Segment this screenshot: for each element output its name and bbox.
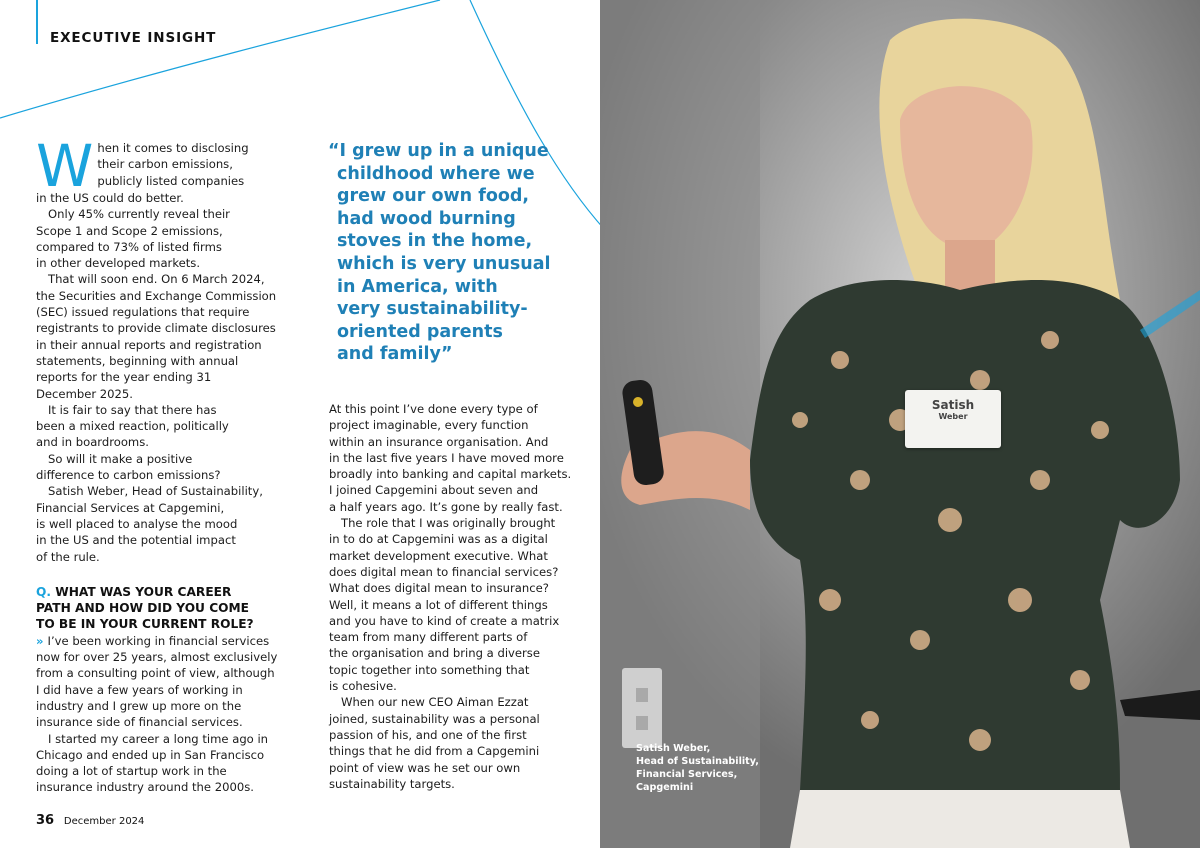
section-label: EXECUTIVE INSIGHT [50, 30, 217, 46]
text-line: within an insurance organisation. And [329, 434, 549, 449]
page-footer [36, 813, 144, 828]
quote-line: in America, with [337, 276, 498, 297]
quote-line: which is very unusual [337, 253, 551, 274]
text-line: in to do at Capgemini was as a digital [329, 532, 548, 547]
text-line: and you have to kind of create a matrix [329, 613, 560, 628]
text-line: Chicago and ended up in San Francisco [36, 747, 265, 762]
text-line: of the rule. [36, 549, 100, 564]
question-line: PATH AND HOW DID YOU COME [36, 601, 249, 616]
text-line: industry and I grew up more on the [36, 698, 242, 713]
article-column-1 [36, 132, 278, 796]
text-line: Scope 1 and Scope 2 emissions, [36, 223, 223, 238]
answer-paragraph [36, 633, 278, 731]
section-rule [36, 0, 38, 44]
photo-caption [636, 742, 759, 794]
badge-surname: Weber [938, 412, 968, 421]
caption-line: Head of Sustainability, [636, 756, 759, 767]
body-paragraph [36, 206, 278, 271]
question-line: WHAT WAS YOUR CAREER [55, 584, 232, 599]
quote-line: very sustainability- [337, 299, 528, 320]
text-line: the organisation and bring a diverse [329, 646, 540, 661]
text-line: team from many different parts of [329, 630, 528, 645]
text-line: project imaginable, every function [329, 418, 529, 433]
quote-line: “I grew up in a unique [328, 141, 549, 161]
text-line: Financial Services at Capgemini, [36, 500, 225, 515]
page-number: 36 [36, 813, 55, 828]
quote-line: stoves in the home, [337, 231, 533, 252]
text-line: (SEC) issued regulations that require [36, 305, 250, 320]
text-line: registrants to provide climate disclosures [36, 321, 276, 336]
lead-line: hen it comes to disclosing [97, 141, 249, 155]
text-line: difference to carbon emissions? [36, 468, 221, 483]
text-line: in the last five years I have moved more [329, 450, 564, 465]
question-line: TO BE IN YOUR CURRENT ROLE? [36, 617, 254, 632]
answer [36, 633, 278, 796]
text-line: market development executive. What [329, 548, 548, 563]
text-line: I started my career a long time ago in [48, 731, 269, 746]
body-paragraph [329, 694, 577, 792]
lead-line: publicly listed companies [97, 173, 245, 188]
text-line: joined, sustainability was a personal [329, 711, 540, 726]
text-line: statements, beginning with annual [36, 353, 239, 368]
caption-line: Financial Services, [636, 769, 738, 780]
text-line: from a consulting point of view, although [36, 666, 275, 681]
text-line: does digital mean to financial services? [329, 564, 559, 579]
pull-quote [328, 140, 568, 366]
text-line: in other developed markets. [36, 256, 201, 271]
speaker-photo [600, 0, 1200, 848]
text-line: in their annual reports and registration [36, 337, 262, 352]
text-line: reports for the year ending 31 [36, 370, 212, 385]
text-line: a half years ago. It’s gone by really fast. [329, 499, 563, 514]
text-line: December 2025. [36, 386, 133, 401]
badge-first-name: Satish [931, 398, 975, 412]
text-line: things that he did from a Capgemini [329, 744, 540, 759]
caption-line: Satish Weber, [636, 743, 711, 754]
text-line: been a mixed reaction, politically [36, 419, 229, 434]
question-heading [36, 584, 278, 633]
speaker-illustration [600, 0, 1200, 848]
text-line: Satish Weber, Head of Sustainability, [48, 484, 263, 499]
body-paragraph [36, 451, 278, 484]
article-column-2 [329, 401, 577, 792]
text-line: sustainability targets. [329, 776, 455, 791]
issue-date: December 2024 [63, 816, 145, 827]
quote-line: grew our own food, [337, 186, 530, 207]
text-line: insurance industry around the 2000s. [36, 780, 254, 795]
body-paragraph [36, 483, 278, 564]
text-line: It is fair to say that there has [48, 402, 217, 417]
text-line: passion of his, and one of the first [329, 727, 527, 742]
answer-marker: » [36, 633, 48, 648]
lead-line: their carbon emissions, [97, 157, 233, 172]
text-line: and in boardrooms. [36, 435, 149, 450]
text-line: doing a lot of startup work in the [36, 764, 227, 779]
text-line: the Securities and Exchange Commission [36, 288, 277, 303]
text-line: Only 45% currently reveal their [48, 207, 230, 222]
quote-line: childhood where we [337, 163, 535, 184]
text-line: now for over 25 years, almost exclusively [36, 650, 278, 665]
quote-line: had wood burning [337, 208, 516, 229]
text-line: compared to 73% of listed firms [36, 239, 222, 254]
body-paragraph [36, 271, 278, 401]
drop-cap: W [36, 132, 94, 200]
text-line: broadly into banking and capital markets. [329, 467, 572, 482]
body-paragraph [36, 402, 278, 451]
text-line: » I’ve been working in financial services [36, 633, 270, 648]
text-line: point of view was he set our own [329, 760, 521, 775]
text-line: I joined Capgemini about seven and [329, 483, 539, 498]
text-line: in the US and the potential impact [36, 533, 236, 548]
text-line: At this point I’ve done every type of [329, 402, 538, 416]
text-line: I did have a few years of working in [36, 682, 243, 697]
answer-paragraph [36, 731, 278, 796]
name-badge [905, 390, 1001, 448]
lead-tail [36, 190, 278, 206]
body-paragraph [329, 401, 577, 515]
body-paragraph [329, 515, 577, 694]
text-line: insurance side of financial services. [36, 715, 243, 730]
lead-line: in the US could do better. [36, 191, 184, 205]
text-line: So will it make a positive [48, 451, 193, 466]
question-marker: Q. [36, 584, 51, 599]
text-line: That will soon end. On 6 March 2024, [48, 272, 265, 287]
text-line: What does digital mean to insurance? [329, 581, 549, 596]
text-line: When our new CEO Aiman Ezzat [341, 695, 529, 710]
text-line: The role that I was originally brought [341, 516, 556, 531]
text-line: is cohesive. [329, 679, 397, 694]
text-line: Well, it means a lot of different things [329, 597, 548, 612]
text-line: is well placed to analyse the mood [36, 516, 238, 531]
quote-line: oriented parents [337, 321, 503, 342]
text-line: topic together into something that [329, 662, 530, 677]
quote-line: and family” [337, 344, 453, 365]
col1-paragraphs [36, 206, 278, 565]
caption-line: Capgemini [636, 782, 694, 793]
